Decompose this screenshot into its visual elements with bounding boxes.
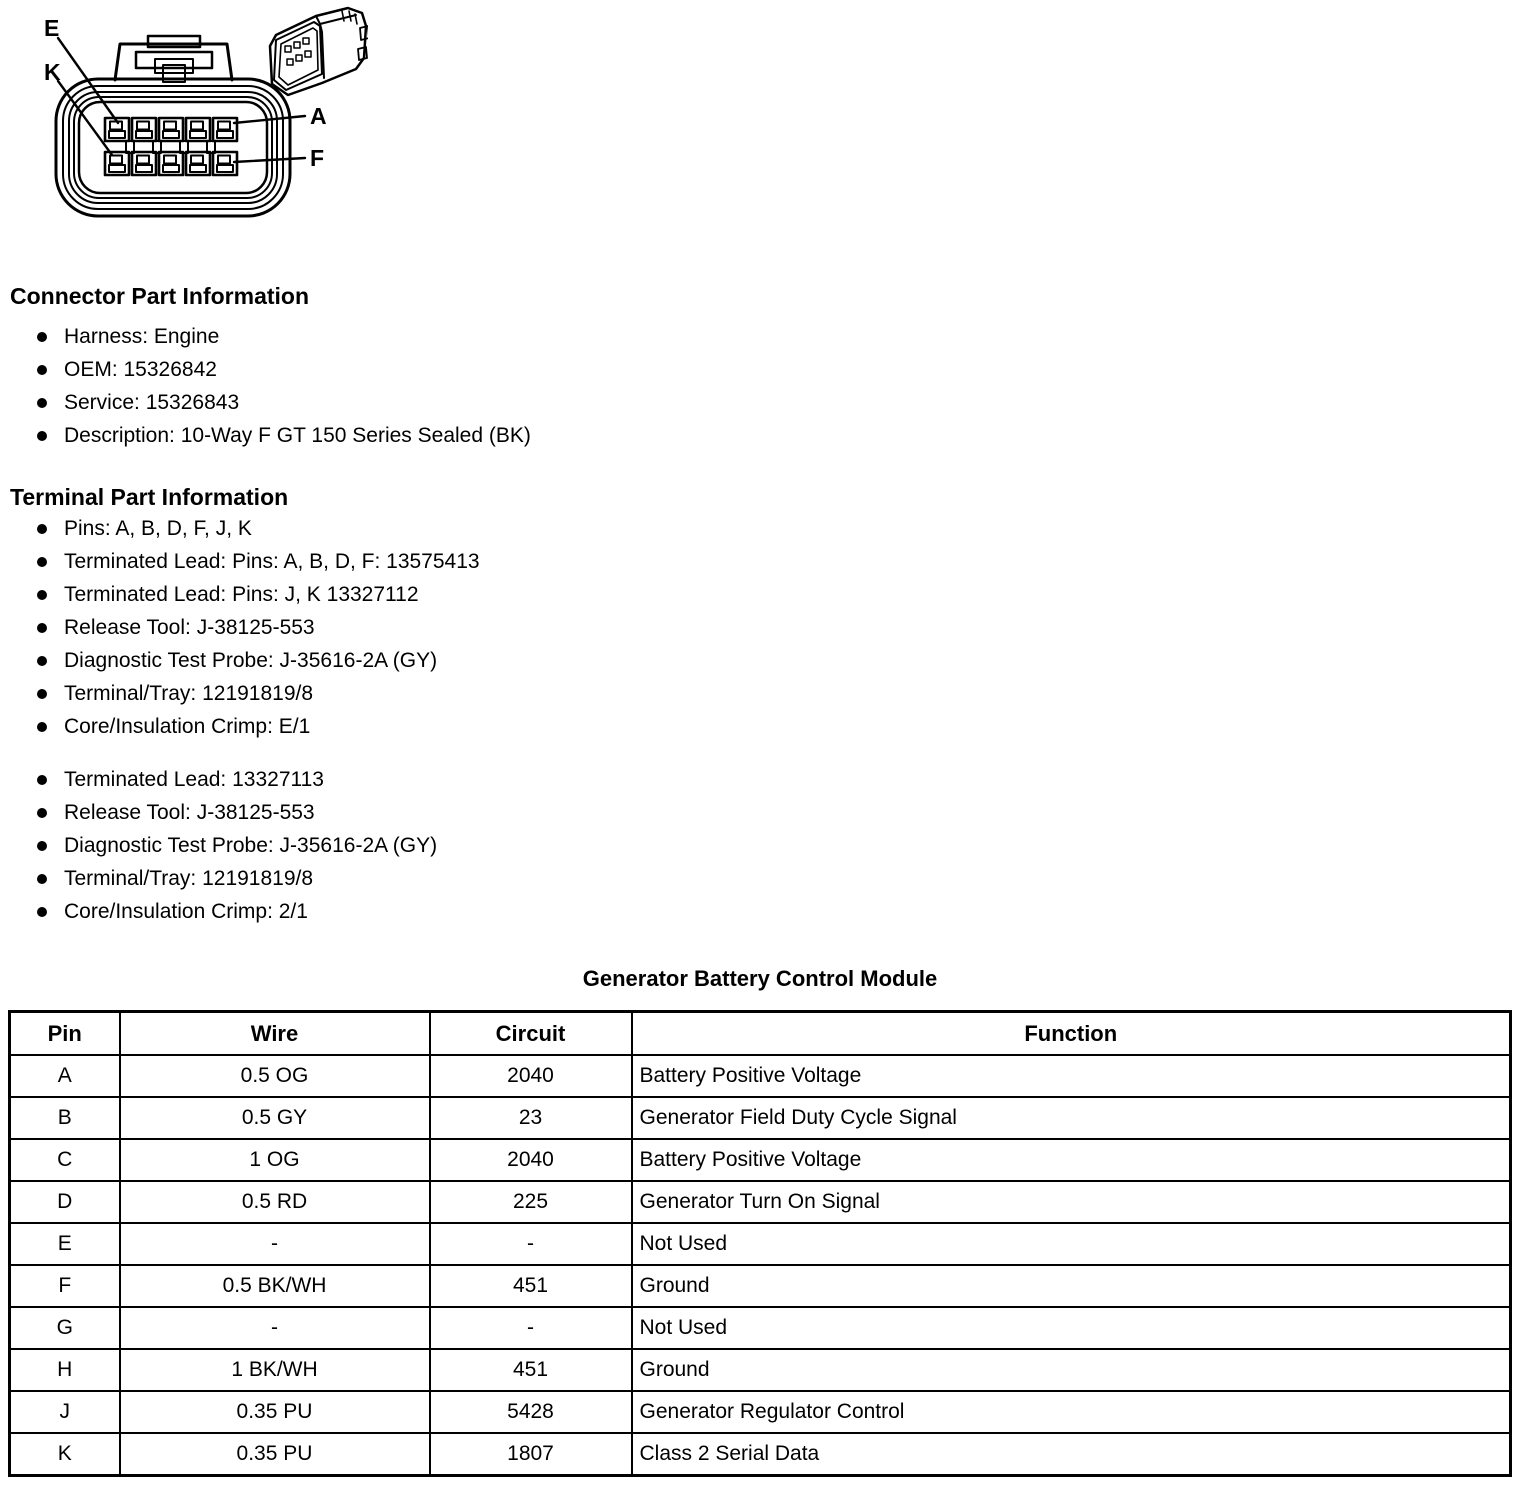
table-row xyxy=(10,1181,1511,1223)
list-item xyxy=(0,710,480,743)
terminal-part-heading: Terminal Part Information xyxy=(10,484,289,511)
list-item-text: Diagnostic Test Probe: J-35616-2A (GY) xyxy=(64,649,438,672)
wire-cell: 1 BK/WH xyxy=(120,1349,430,1391)
pin-cell: H xyxy=(10,1349,120,1391)
table-row xyxy=(10,1349,1511,1391)
connector-3d-view xyxy=(270,8,368,95)
bullet-icon xyxy=(37,365,47,375)
table-title: Generator Battery Control Module xyxy=(582,966,938,991)
table-row xyxy=(10,1433,1511,1476)
list-item xyxy=(0,829,437,862)
bullet-icon xyxy=(37,557,47,567)
list-item xyxy=(0,419,531,452)
list-item xyxy=(0,386,531,419)
list-item-text: Diagnostic Test Probe: J-35616-2A (GY) xyxy=(64,834,438,857)
list-item xyxy=(0,763,437,796)
pin-cell: F xyxy=(10,1265,120,1307)
function-cell: Generator Turn On Signal xyxy=(632,1181,1511,1223)
pin-cell: G xyxy=(10,1307,120,1349)
table-row xyxy=(10,1307,1511,1349)
wire-cell: - xyxy=(120,1307,430,1349)
list-item xyxy=(0,611,480,644)
pin-column-header: Pin xyxy=(10,1012,120,1056)
list-item xyxy=(0,895,437,928)
circuit-column-header: Circuit xyxy=(430,1012,632,1056)
list-item-text: Terminated Lead: 13327113 xyxy=(64,768,324,791)
list-item-text: Service: 15326843 xyxy=(64,391,240,414)
function-cell: Battery Positive Voltage xyxy=(632,1139,1511,1181)
bullet-icon xyxy=(37,590,47,600)
connector-diagram-svg xyxy=(6,2,368,242)
circuit-cell: - xyxy=(430,1307,632,1349)
circuit-cell: 2040 xyxy=(430,1055,632,1097)
wire-cell: 0.5 RD xyxy=(120,1181,430,1223)
bullet-icon xyxy=(37,907,47,917)
pin-cell: J xyxy=(10,1391,120,1433)
connector-part-list xyxy=(0,320,531,452)
table-header-row xyxy=(10,1012,1511,1056)
bullet-icon xyxy=(37,524,47,534)
table-row xyxy=(10,1097,1511,1139)
function-cell: Not Used xyxy=(632,1223,1511,1265)
pin-label-f: F xyxy=(310,145,325,171)
bullet-icon xyxy=(37,808,47,818)
function-cell: Battery Positive Voltage xyxy=(632,1055,1511,1097)
wire-cell: 0.35 PU xyxy=(120,1433,430,1476)
table-row xyxy=(10,1055,1511,1097)
list-item xyxy=(0,644,480,677)
bullet-icon xyxy=(37,722,47,732)
bullet-icon xyxy=(37,874,47,884)
circuit-cell: 451 xyxy=(430,1265,632,1307)
wire-cell: - xyxy=(120,1223,430,1265)
pin-label-a: A xyxy=(310,103,327,129)
wire-cell: 1 OG xyxy=(120,1139,430,1181)
pin-label-k: K xyxy=(44,59,61,85)
bullet-icon xyxy=(37,398,47,408)
wire-column-header: Wire xyxy=(120,1012,430,1056)
circuit-cell: 225 xyxy=(430,1181,632,1223)
list-item xyxy=(0,353,531,386)
list-item-text: Core/Insulation Crimp: 2/1 xyxy=(64,900,308,923)
bullet-icon xyxy=(37,775,47,785)
list-item-text: Terminated Lead: Pins: J, K 13327112 xyxy=(64,583,419,606)
function-cell: Generator Field Duty Cycle Signal xyxy=(632,1097,1511,1139)
leader-line-a xyxy=(234,116,305,123)
pin-cell: D xyxy=(10,1181,120,1223)
list-item-text: Terminal/Tray: 12191819/8 xyxy=(64,682,314,705)
list-item xyxy=(0,545,480,578)
connector-diagram xyxy=(6,2,368,247)
circuit-cell: 5428 xyxy=(430,1391,632,1433)
list-item xyxy=(0,862,437,895)
pin-cell: A xyxy=(10,1055,120,1097)
pin-grid xyxy=(105,118,237,175)
list-item-text: Release Tool: J-38125-553 xyxy=(64,801,315,824)
pin-cell: B xyxy=(10,1097,120,1139)
bullet-icon xyxy=(37,689,47,699)
list-item-text: Terminal/Tray: 12191819/8 xyxy=(64,867,314,890)
list-item-text: OEM: 15326842 xyxy=(64,358,217,381)
pin-cell: E xyxy=(10,1223,120,1265)
bullet-icon xyxy=(37,431,47,441)
bullet-icon xyxy=(37,332,47,342)
list-item-text: Core/Insulation Crimp: E/1 xyxy=(64,715,311,738)
list-item xyxy=(0,677,480,710)
wire-cell: 0.5 BK/WH xyxy=(120,1265,430,1307)
table-row xyxy=(10,1265,1511,1307)
function-cell: Ground xyxy=(632,1265,1511,1307)
table-body xyxy=(10,1055,1511,1476)
connector-front-view xyxy=(56,79,290,216)
circuit-cell: 2040 xyxy=(430,1139,632,1181)
connector-part-heading: Connector Part Information xyxy=(10,283,310,310)
pinout-table xyxy=(8,1010,1512,1477)
list-item xyxy=(0,796,437,829)
list-item-text: Terminated Lead: Pins: A, B, D, F: 13575413 xyxy=(64,550,480,573)
function-cell: Generator Regulator Control xyxy=(632,1391,1511,1433)
function-cell: Ground xyxy=(632,1349,1511,1391)
circuit-cell: - xyxy=(430,1223,632,1265)
terminal-part-list-1 xyxy=(0,512,480,743)
wire-cell: 0.35 PU xyxy=(120,1391,430,1433)
wire-cell: 0.5 GY xyxy=(120,1097,430,1139)
circuit-cell: 1807 xyxy=(430,1433,632,1476)
list-item-text: Description: 10-Way F GT 150 Series Sealed (BK) xyxy=(64,424,531,447)
list-item-text: Release Tool: J-38125-553 xyxy=(64,616,315,639)
table-row xyxy=(10,1139,1511,1181)
function-cell: Class 2 Serial Data xyxy=(632,1433,1511,1476)
list-item xyxy=(0,578,480,611)
wire-cell: 0.5 OG xyxy=(120,1055,430,1097)
circuit-cell: 451 xyxy=(430,1349,632,1391)
function-column-header: Function xyxy=(632,1012,1511,1056)
function-cell: Not Used xyxy=(632,1307,1511,1349)
bullet-icon xyxy=(37,841,47,851)
list-item-text: Harness: Engine xyxy=(64,325,220,348)
pin-cell: C xyxy=(10,1139,120,1181)
list-item xyxy=(0,512,480,545)
table-row xyxy=(10,1391,1511,1433)
connector-latch xyxy=(115,36,232,82)
circuit-cell: 23 xyxy=(430,1097,632,1139)
pin-cell: K xyxy=(10,1433,120,1476)
bullet-icon xyxy=(37,623,47,633)
table-row xyxy=(10,1223,1511,1265)
pin-label-e: E xyxy=(44,15,60,41)
terminal-part-list-2 xyxy=(0,763,437,928)
leader-line-f xyxy=(234,158,305,162)
bullet-icon xyxy=(37,656,47,666)
list-item-text: Pins: A, B, D, F, J, K xyxy=(64,517,252,540)
list-item xyxy=(0,320,531,353)
